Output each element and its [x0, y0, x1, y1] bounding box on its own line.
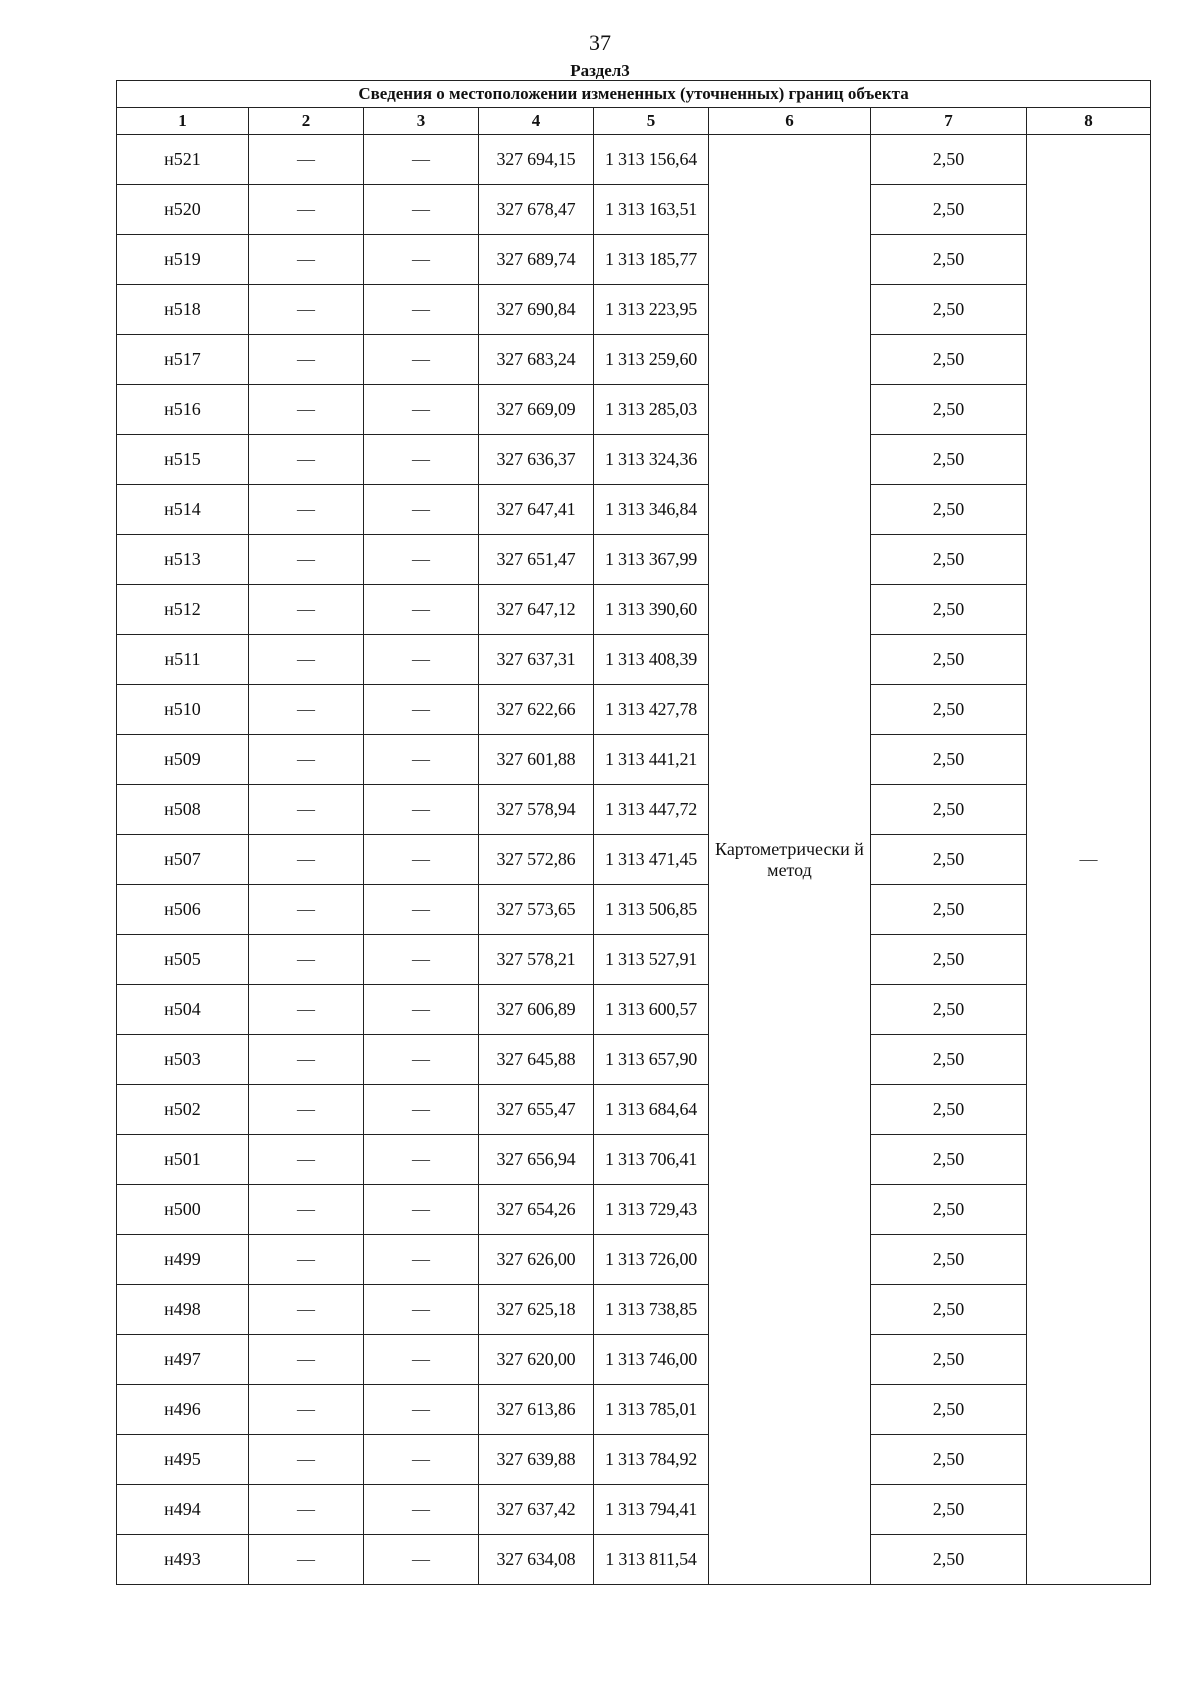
column-2-cell: — — [249, 785, 364, 835]
y-coordinate-cell: 1 313 784,92 — [594, 1435, 709, 1485]
column-3-cell: — — [364, 1285, 479, 1335]
x-coordinate-cell: 327 637,42 — [479, 1485, 594, 1535]
table-row — [117, 485, 1151, 535]
x-coordinate-cell: 327 606,89 — [479, 985, 594, 1035]
table-row — [117, 285, 1151, 335]
table-row — [117, 385, 1151, 435]
table-row — [117, 735, 1151, 785]
point-name-cell: н513 — [117, 535, 249, 585]
table-row — [117, 135, 1151, 185]
x-coordinate-cell: 327 654,26 — [479, 1185, 594, 1235]
y-coordinate-cell: 1 313 657,90 — [594, 1035, 709, 1085]
y-coordinate-cell: 1 313 285,03 — [594, 385, 709, 435]
accuracy-cell: 2,50 — [871, 1085, 1027, 1135]
accuracy-cell: 2,50 — [871, 1385, 1027, 1435]
column-2-cell: — — [249, 1385, 364, 1435]
column-3-cell: — — [364, 1085, 479, 1135]
point-name-cell: н508 — [117, 785, 249, 835]
table-row — [117, 1485, 1151, 1535]
table-row — [117, 635, 1151, 685]
accuracy-cell: 2,50 — [871, 785, 1027, 835]
column-3-cell: — — [364, 335, 479, 385]
point-name-cell: н516 — [117, 385, 249, 435]
column-3-cell: — — [364, 985, 479, 1035]
accuracy-cell: 2,50 — [871, 935, 1027, 985]
x-coordinate-cell: 327 694,15 — [479, 135, 594, 185]
y-coordinate-cell: 1 313 427,78 — [594, 685, 709, 735]
table-row — [117, 1385, 1151, 1435]
point-name-cell: н493 — [117, 1535, 249, 1585]
column-3-cell: — — [364, 1135, 479, 1185]
x-coordinate-cell: 327 578,94 — [479, 785, 594, 835]
y-coordinate-cell: 1 313 706,41 — [594, 1135, 709, 1185]
x-coordinate-cell: 327 634,08 — [479, 1535, 594, 1585]
table-row — [117, 435, 1151, 485]
y-coordinate-cell: 1 313 684,64 — [594, 1085, 709, 1135]
column-2-cell: — — [249, 985, 364, 1035]
x-coordinate-cell: 327 690,84 — [479, 285, 594, 335]
column-number: 5 — [594, 108, 709, 135]
table-row — [117, 1085, 1151, 1135]
x-coordinate-cell: 327 689,74 — [479, 235, 594, 285]
x-coordinate-cell: 327 655,47 — [479, 1085, 594, 1135]
table-row — [117, 535, 1151, 585]
column-3-cell: — — [364, 835, 479, 885]
table-row — [117, 1035, 1151, 1085]
table-row — [117, 835, 1151, 885]
x-coordinate-cell: 327 683,24 — [479, 335, 594, 385]
column-3-cell: — — [364, 1185, 479, 1235]
y-coordinate-cell: 1 313 794,41 — [594, 1485, 709, 1535]
accuracy-cell: 2,50 — [871, 185, 1027, 235]
table-row — [117, 935, 1151, 985]
point-name-cell: н503 — [117, 1035, 249, 1085]
accuracy-cell: 2,50 — [871, 835, 1027, 885]
table-row — [117, 235, 1151, 285]
column-number: 1 — [117, 108, 249, 135]
column-2-cell: — — [249, 385, 364, 435]
page-number: 37 — [589, 30, 611, 55]
point-name-cell: н500 — [117, 1185, 249, 1235]
column-3-cell: — — [364, 435, 479, 485]
column-3-cell: — — [364, 935, 479, 985]
accuracy-cell: 2,50 — [871, 1335, 1027, 1385]
column-3-cell: — — [364, 635, 479, 685]
table-row — [117, 1235, 1151, 1285]
point-name-cell: н521 — [117, 135, 249, 185]
point-name-cell: н499 — [117, 1235, 249, 1285]
x-coordinate-cell: 327 626,00 — [479, 1235, 594, 1285]
accuracy-cell: 2,50 — [871, 285, 1027, 335]
column-2-cell: — — [249, 885, 364, 935]
accuracy-cell: 2,50 — [871, 885, 1027, 935]
accuracy-cell: 2,50 — [871, 1285, 1027, 1335]
accuracy-cell: 2,50 — [871, 1485, 1027, 1535]
table-row — [117, 985, 1151, 1035]
column-2-cell: — — [249, 935, 364, 985]
column-2-cell: — — [249, 1185, 364, 1235]
accuracy-cell: 2,50 — [871, 385, 1027, 435]
column-2-cell: — — [249, 1535, 364, 1585]
column-2-cell: — — [249, 1135, 364, 1185]
column-3-cell: — — [364, 1235, 479, 1285]
table-row — [117, 585, 1151, 635]
column-2-cell: — — [249, 635, 364, 685]
accuracy-cell: 2,50 — [871, 585, 1027, 635]
y-coordinate-cell: 1 313 223,95 — [594, 285, 709, 335]
y-coordinate-cell: 1 313 408,39 — [594, 635, 709, 685]
point-name-cell: н520 — [117, 185, 249, 235]
accuracy-cell: 2,50 — [871, 635, 1027, 685]
accuracy-cell: 2,50 — [871, 535, 1027, 585]
y-coordinate-cell: 1 313 471,45 — [594, 835, 709, 885]
point-name-cell: н509 — [117, 735, 249, 785]
x-coordinate-cell: 327 651,47 — [479, 535, 594, 585]
y-coordinate-cell: 1 313 746,00 — [594, 1335, 709, 1385]
y-coordinate-cell: 1 313 738,85 — [594, 1285, 709, 1335]
table-row — [117, 1335, 1151, 1385]
point-name-cell: н515 — [117, 435, 249, 485]
column-2-cell: — — [249, 585, 364, 635]
column-2-cell: — — [249, 185, 364, 235]
column-2-cell: — — [249, 1285, 364, 1335]
accuracy-cell: 2,50 — [871, 435, 1027, 485]
x-coordinate-cell: 327 636,37 — [479, 435, 594, 485]
column-8-cell: — — [1027, 135, 1151, 1585]
table-row — [117, 1285, 1151, 1335]
column-3-cell: — — [364, 1485, 479, 1535]
y-coordinate-cell: 1 313 185,77 — [594, 235, 709, 285]
column-2-cell: — — [249, 535, 364, 585]
table-row — [117, 1185, 1151, 1235]
column-2-cell: — — [249, 1035, 364, 1085]
column-2-cell: — — [249, 685, 364, 735]
accuracy-cell: 2,50 — [871, 985, 1027, 1035]
table-caption: Сведения о местоположении измененных (уточненных) границ объекта — [117, 81, 1151, 108]
y-coordinate-cell: 1 313 785,01 — [594, 1385, 709, 1435]
y-coordinate-cell: 1 313 390,60 — [594, 585, 709, 635]
table-row — [117, 785, 1151, 835]
table-row — [117, 185, 1151, 235]
column-number: 7 — [871, 108, 1027, 135]
point-name-cell: н519 — [117, 235, 249, 285]
column-3-cell: — — [364, 885, 479, 935]
column-3-cell: — — [364, 1335, 479, 1385]
x-coordinate-cell: 327 572,86 — [479, 835, 594, 885]
table-row — [117, 1535, 1151, 1585]
column-3-cell: — — [364, 385, 479, 435]
column-3-cell: — — [364, 685, 479, 735]
x-coordinate-cell: 327 601,88 — [479, 735, 594, 785]
y-coordinate-cell: 1 313 346,84 — [594, 485, 709, 535]
point-name-cell: н501 — [117, 1135, 249, 1185]
column-2-cell: — — [249, 1435, 364, 1485]
y-coordinate-cell: 1 313 441,21 — [594, 735, 709, 785]
column-2-cell: — — [249, 135, 364, 185]
column-2-cell: — — [249, 435, 364, 485]
point-name-cell: н506 — [117, 885, 249, 935]
y-coordinate-cell: 1 313 367,99 — [594, 535, 709, 585]
x-coordinate-cell: 327 613,86 — [479, 1385, 594, 1435]
y-coordinate-cell: 1 313 600,57 — [594, 985, 709, 1035]
x-coordinate-cell: 327 578,21 — [479, 935, 594, 985]
point-name-cell: н507 — [117, 835, 249, 885]
y-coordinate-cell: 1 313 729,43 — [594, 1185, 709, 1235]
point-name-cell: н497 — [117, 1335, 249, 1385]
point-name-cell: н514 — [117, 485, 249, 535]
table-row — [117, 685, 1151, 735]
x-coordinate-cell: 327 622,66 — [479, 685, 594, 735]
y-coordinate-cell: 1 313 447,72 — [594, 785, 709, 835]
point-name-cell: н494 — [117, 1485, 249, 1535]
accuracy-cell: 2,50 — [871, 135, 1027, 185]
column-3-cell: — — [364, 1535, 479, 1585]
table-row — [117, 1435, 1151, 1485]
accuracy-cell: 2,50 — [871, 685, 1027, 735]
column-number-row — [117, 108, 1151, 135]
y-coordinate-cell: 1 313 506,85 — [594, 885, 709, 935]
x-coordinate-cell: 327 647,41 — [479, 485, 594, 535]
section-title: Раздел3 — [570, 61, 630, 80]
column-3-cell: — — [364, 1435, 479, 1485]
y-coordinate-cell: 1 313 324,36 — [594, 435, 709, 485]
y-coordinate-cell: 1 313 163,51 — [594, 185, 709, 235]
table-body — [117, 135, 1151, 1585]
y-coordinate-cell: 1 313 259,60 — [594, 335, 709, 385]
point-name-cell: н495 — [117, 1435, 249, 1485]
x-coordinate-cell: 327 637,31 — [479, 635, 594, 685]
point-name-cell: н518 — [117, 285, 249, 335]
column-3-cell: — — [364, 585, 479, 635]
column-number: 2 — [249, 108, 364, 135]
column-number: 3 — [364, 108, 479, 135]
x-coordinate-cell: 327 645,88 — [479, 1035, 594, 1085]
column-3-cell: — — [364, 1385, 479, 1435]
point-name-cell: н498 — [117, 1285, 249, 1335]
column-3-cell: — — [364, 785, 479, 835]
table-row — [117, 1135, 1151, 1185]
column-number: 8 — [1027, 108, 1151, 135]
column-2-cell: — — [249, 735, 364, 785]
point-name-cell: н504 — [117, 985, 249, 1035]
table-row — [117, 885, 1151, 935]
column-2-cell: — — [249, 1485, 364, 1535]
column-3-cell: — — [364, 1035, 479, 1085]
column-number: 6 — [709, 108, 871, 135]
column-3-cell: — — [364, 285, 479, 335]
column-3-cell: — — [364, 135, 479, 185]
table-row — [117, 335, 1151, 385]
point-name-cell: н510 — [117, 685, 249, 735]
column-2-cell: — — [249, 485, 364, 535]
column-2-cell: — — [249, 1235, 364, 1285]
boundary-table — [116, 80, 1151, 1585]
accuracy-cell: 2,50 — [871, 1135, 1027, 1185]
column-2-cell: — — [249, 235, 364, 285]
x-coordinate-cell: 327 625,18 — [479, 1285, 594, 1335]
x-coordinate-cell: 327 647,12 — [479, 585, 594, 635]
point-name-cell: н512 — [117, 585, 249, 635]
column-3-cell: — — [364, 735, 479, 785]
column-3-cell: — — [364, 185, 479, 235]
point-name-cell: н496 — [117, 1385, 249, 1435]
x-coordinate-cell: 327 656,94 — [479, 1135, 594, 1185]
y-coordinate-cell: 1 313 811,54 — [594, 1535, 709, 1585]
point-name-cell: н502 — [117, 1085, 249, 1135]
accuracy-cell: 2,50 — [871, 1435, 1027, 1485]
accuracy-cell: 2,50 — [871, 1535, 1027, 1585]
point-name-cell: н511 — [117, 635, 249, 685]
x-coordinate-cell: 327 678,47 — [479, 185, 594, 235]
column-number: 4 — [479, 108, 594, 135]
method-cell: Картометрически й метод — [709, 135, 871, 1585]
accuracy-cell: 2,50 — [871, 735, 1027, 785]
accuracy-cell: 2,50 — [871, 485, 1027, 535]
column-3-cell: — — [364, 485, 479, 535]
y-coordinate-cell: 1 313 726,00 — [594, 1235, 709, 1285]
y-coordinate-cell: 1 313 156,64 — [594, 135, 709, 185]
point-name-cell: н505 — [117, 935, 249, 985]
column-2-cell: — — [249, 285, 364, 335]
column-2-cell: — — [249, 335, 364, 385]
column-2-cell: — — [249, 1085, 364, 1135]
column-3-cell: — — [364, 235, 479, 285]
column-2-cell: — — [249, 835, 364, 885]
x-coordinate-cell: 327 620,00 — [479, 1335, 594, 1385]
x-coordinate-cell: 327 669,09 — [479, 385, 594, 435]
point-name-cell: н517 — [117, 335, 249, 385]
column-2-cell: — — [249, 1335, 364, 1385]
accuracy-cell: 2,50 — [871, 1035, 1027, 1085]
accuracy-cell: 2,50 — [871, 1185, 1027, 1235]
accuracy-cell: 2,50 — [871, 235, 1027, 285]
accuracy-cell: 2,50 — [871, 1235, 1027, 1285]
column-3-cell: — — [364, 535, 479, 585]
x-coordinate-cell: 327 573,65 — [479, 885, 594, 935]
y-coordinate-cell: 1 313 527,91 — [594, 935, 709, 985]
x-coordinate-cell: 327 639,88 — [479, 1435, 594, 1485]
accuracy-cell: 2,50 — [871, 335, 1027, 385]
